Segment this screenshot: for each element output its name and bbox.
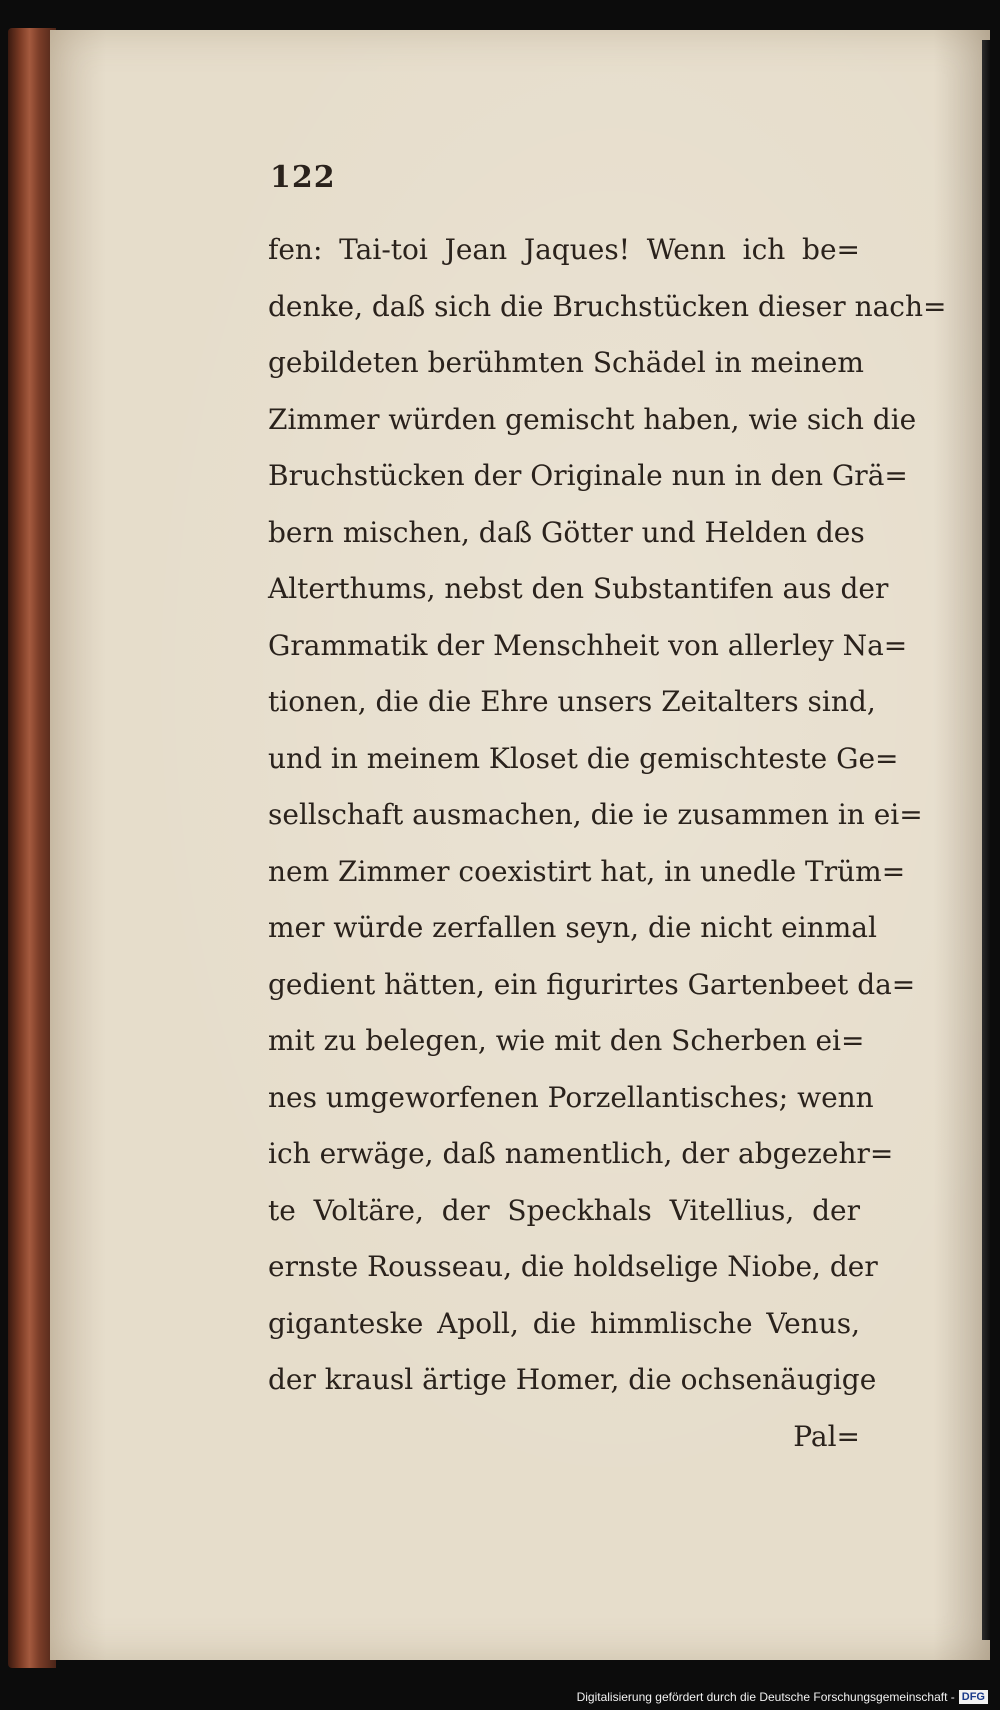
text-line: gedient hätten, ein figurirtes Gartenbeet da= — [268, 967, 916, 1001]
book-gutter — [982, 40, 990, 1640]
text-line: bern mischen, daß Götter und Helden des — [268, 515, 865, 549]
text-line: mer würde zerfallen seyn, die nicht einmal — [268, 911, 877, 944]
text-line: Bruchstücken der Originale nun in den Grä= — [268, 459, 908, 492]
text-line: und in meinem Kloset die gemischteste Ge= — [268, 741, 899, 775]
text-line: nes umgeworfenen Porzellantisches; wenn — [268, 1080, 874, 1114]
text-line: sellschaft ausmachen, die ie zusammen in ei= — [268, 798, 923, 831]
text-line: te Voltäre, der Speckhals Vitellius, der — [268, 1193, 860, 1227]
text-line: nem Zimmer coexistirt hat, in unedle Trüm= — [268, 854, 906, 888]
text-line: giganteske Apoll, die himmlische Venus, — [268, 1306, 860, 1340]
text-line: denke, daß sich die Bruchstücken dieser nach= — [268, 289, 947, 323]
text-line: Alterthums, nebst den Substantifen aus der — [268, 572, 889, 605]
text-line: Zimmer würden gemischt haben, wie sich die — [268, 402, 917, 436]
text-line: ernste Rousseau, die holdselige Niobe, der — [268, 1250, 878, 1283]
text-line: tionen, die die Ehre unsers Zeitalters sind, — [268, 685, 876, 718]
dfg-logo: DFG — [959, 1690, 988, 1704]
text-line: gebildeten berühmten Schädel in meinem — [268, 346, 864, 379]
text-line: ich erwäge, daß namentlich, der abgezehr= — [268, 1137, 894, 1170]
text-line: fen: Tai-toi Jean Jaques! Wenn ich be= — [268, 233, 860, 266]
footer-credit: Digitalisierung gefördert durch die Deutsche Forschungsgemeinschaft - — [576, 1690, 955, 1704]
text-line: der krausl ärtige Homer, die ochsenäugige — [268, 1363, 877, 1396]
text-line: mit zu belegen, wie mit den Scherben ei= — [268, 1024, 865, 1057]
body-text — [268, 222, 947, 1465]
catchword: Pal= — [793, 1419, 860, 1453]
page-number: 122 — [270, 160, 336, 195]
book-page-edge — [8, 28, 56, 1668]
digitization-footer — [577, 1687, 988, 1707]
text-line: Grammatik der Menschheit von allerley Na= — [268, 628, 908, 662]
